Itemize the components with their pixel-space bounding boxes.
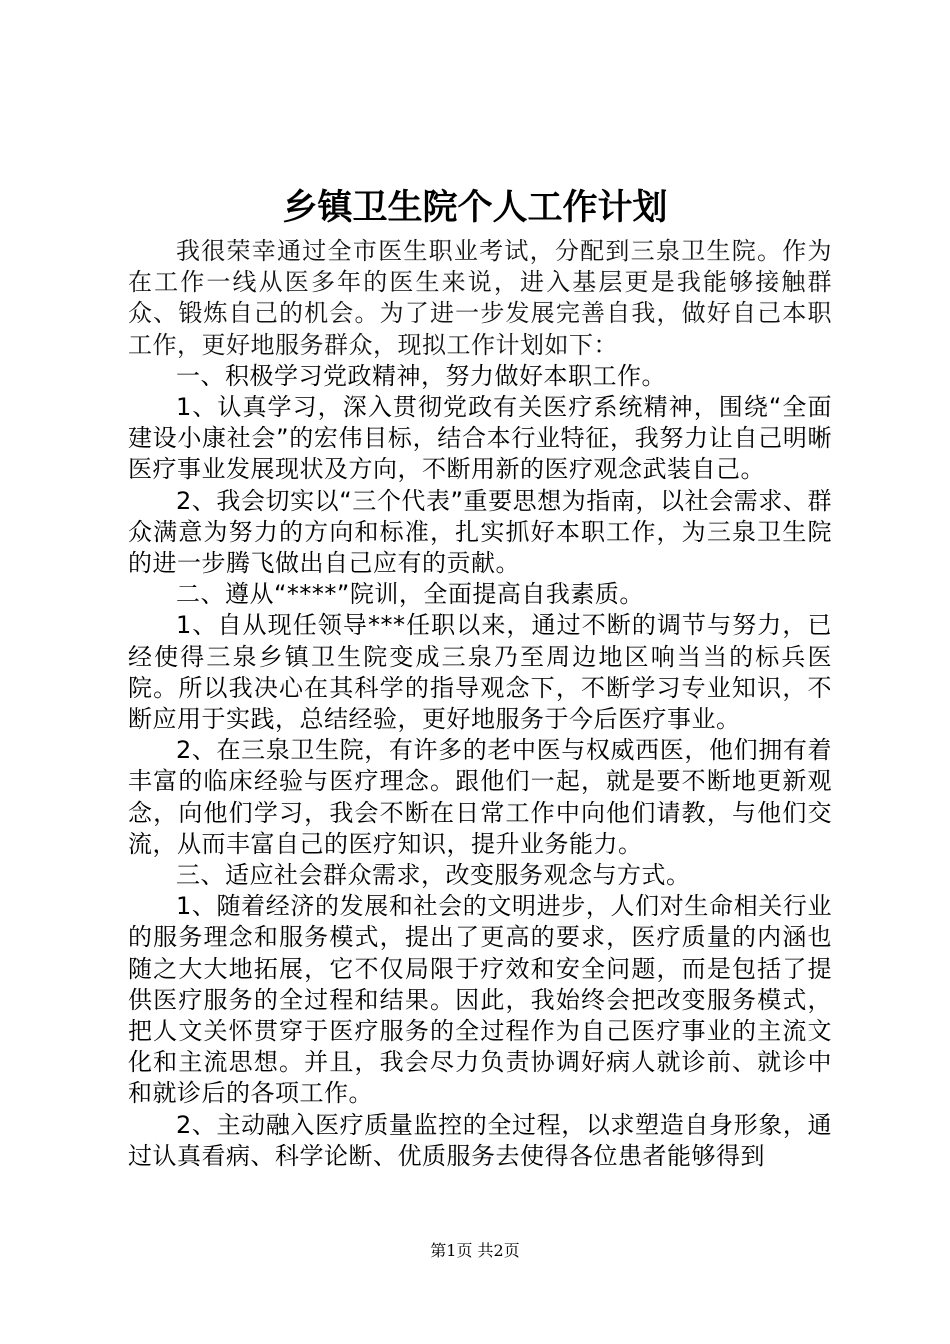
section-heading-1: 一、积极学习党政精神，努力做好本职工作。 — [176, 361, 666, 390]
paragraph-3-1: 1、随着经济的发展和社会的文明进步，人们对生命相关行业的服务理念和服务模式，提出了更高的要求，医疗质量的内涵也随之大大地拓展，它不仅局限于疗效和安全问题，而是包括了提供医疗服务的全过程和结果。因此，我始终会把改变服务模式，把人文关怀贯穿于医疗服务的全过程作为自己医疗事业的主流文化和主流思想。并且，我会尽力负责协调好病人就诊前、就诊中和就诊后的各项工作。 — [128, 892, 832, 1108]
section-heading-3: 三、适应社会群众需求，改变服务观念与方式。 — [176, 861, 691, 890]
paragraph-3-2: 2、主动融入医疗质量监控的全过程，以求塑造自身形象，通过认真看病、科学论断、优质服务去使得各位患者能够得到 — [128, 1110, 832, 1170]
document-body — [128, 236, 832, 1172]
paragraph-1-2: 2、我会切实以“三个代表”重要思想为指南，以社会需求、群众满意为努力的方向和标准，扎实抓好本职工作，为三泉卫生院的进一步腾飞做出自己应有的贡献。 — [128, 486, 832, 578]
paragraph-2-2: 2、在三泉卫生院，有许多的老中医与权威西医，他们拥有着丰富的临床经验与医疗理念。跟他们一起，就是要不断地更新观念，向他们学习，我会不断在日常工作中向他们请教，与他们交流，从而丰富自己的医疗知识，提升业务能力。 — [128, 736, 832, 858]
paragraph-1-1: 1、认真学习，深入贯彻党政有关医疗系统精神，围绕“全面建设小康社会”的宏伟目标，结合本行业特征，我努力让自己明晰医疗事业发展现状及方向，不断用新的医疗观念武装自己。 — [128, 393, 832, 484]
paragraph-2-1: 1、自从现任领导***任职以来，通过不断的调节与努力，已经使得三泉乡镇卫生院变成三泉乃至周边地区响当当的标兵医院。所以我决心在其科学的指导观念下，不断学习专业知识，不断应用于实践，总结经验，更好地服务于今后医疗事业。 — [128, 611, 832, 734]
paragraph-intro: 我很荣幸通过全市医生职业考试，分配到三泉卫生院。作为在工作一线从医多年的医生来说，进入基层更是我能够接触群众、锻炼自己的机会。为了进一步发展完善自我，做好自己本职工作，更好地服务群众，现拟工作计划如下： — [128, 237, 832, 359]
page-footer: 第1页 共2页 — [430, 1241, 520, 1260]
document-title: 乡镇卫生院个人工作计划 — [282, 187, 668, 228]
section-heading-2: 二、遵从“****”院训，全面提高自我素质。 — [176, 580, 644, 609]
